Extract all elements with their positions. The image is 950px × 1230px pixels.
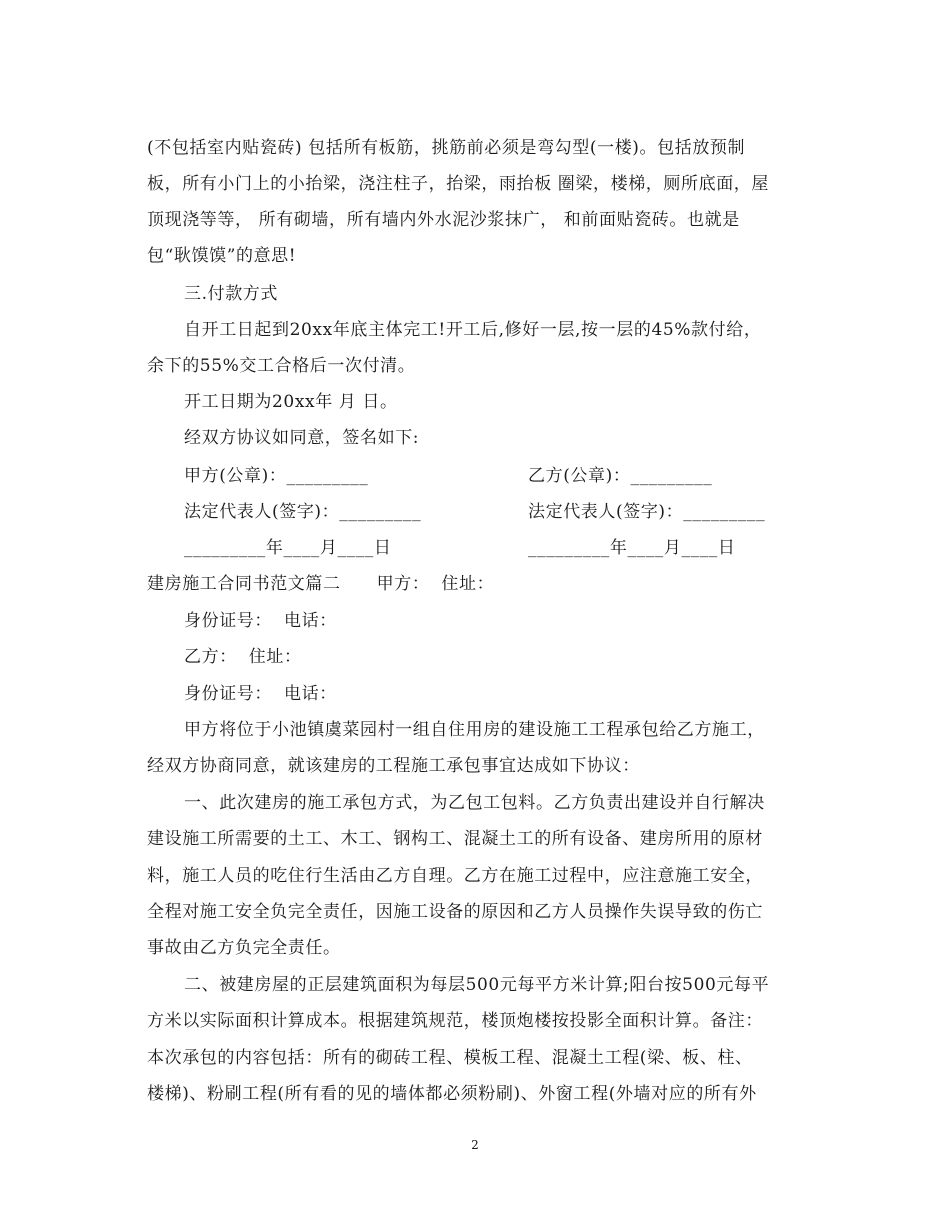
- paragraph-line: 包“耿馍馍”的意思!: [147, 246, 297, 266]
- paragraph-line: 经双方协商同意，就该建房的工程施工承包事宜达成如下协议：: [147, 756, 640, 776]
- paragraph-line: 身份证号： 电话：: [184, 684, 337, 704]
- paragraph-line: (不包括室内贴瓷砖) 包括所有板筋，挑筋前必须是弯勾型(一楼)。包括放预制: [147, 138, 746, 158]
- paragraph-line: 顶现浇等等， 所有砌墙，所有墙内外水泥沙浆抹广， 和前面贴瓷砖。也就是: [147, 210, 740, 230]
- paragraph-line: 经双方协议如同意，签名如下:: [184, 428, 420, 448]
- paragraph-line: 料，施工人员的吃住行生活由乙方自理。乙方在施工过程中，应注意施工安全，: [147, 866, 763, 886]
- paragraph-line: 一、此次建房的施工承包方式，为乙包工包料。乙方负责出建设并自行解决: [184, 793, 765, 813]
- paragraph-line: 方米以实际面积计算成本。根据建筑规范，楼顶炮楼按投影全面积计算。备注：: [147, 1011, 763, 1031]
- party-a-rep-field: 法定代表人(签字)：_________: [184, 502, 422, 522]
- section-title: 建房施工合同书范文篇二 甲方： 住址：: [147, 574, 495, 594]
- paragraph-line: 乙方： 住址：: [184, 647, 302, 667]
- section-heading: 三.付款方式: [184, 284, 279, 304]
- paragraph-line: 本次承包的内容包括：所有的砌砖工程、模板工程、混凝土工程(梁、板、柱、: [147, 1048, 753, 1068]
- paragraph-line: 甲方将位于小池镇虞菜园村一组自住用房的建设施工工程承包给乙方施工，: [184, 720, 765, 740]
- paragraph-line: 全程对施工安全负完全责任，因施工设备的原因和乙方人员操作失误导致的伤亡: [147, 902, 763, 922]
- paragraph-line: 开工日期为20xx年 月 日。: [184, 392, 398, 412]
- paragraph-line: 板，所有小门上的小抬梁，浇注柱子，抬梁，雨抬板 圈梁，楼梯，厕所底面，屋: [147, 174, 770, 194]
- party-a-seal-field: 甲方(公章)：_________: [184, 466, 369, 486]
- page-number: 2: [471, 1138, 479, 1152]
- party-b-date-field: _________年____月____日: [528, 538, 736, 558]
- paragraph-line: 建设施工所需要的土工、木工、钢构工、混凝土工的所有设备、建房所用的原材: [147, 829, 763, 849]
- paragraph-line: 楼梯)、粉刷工程(所有看的见的墙体都必须粉刷)、外窗工程(外墙对应的所有外: [147, 1084, 757, 1104]
- paragraph-line: 事故由乙方负完全责任。: [147, 938, 341, 958]
- paragraph-line: 二、被建房屋的正层建筑面积为每层500元每平方米计算;阳台按500元每平: [184, 975, 770, 995]
- paragraph-line: 身份证号： 电话：: [184, 611, 337, 631]
- party-b-rep-field: 法定代表人(签字)：_________: [528, 502, 766, 522]
- paragraph-line: 余下的55%交工合格后一次付清。: [147, 356, 416, 376]
- party-b-seal-field: 乙方(公章)：_________: [528, 466, 713, 486]
- paragraph-line: 自开工日起到20xx年底主体完工!开工后,修好一层,按一层的45%款付给，: [184, 320, 762, 340]
- party-a-date-field: _________年____月____日: [184, 538, 392, 558]
